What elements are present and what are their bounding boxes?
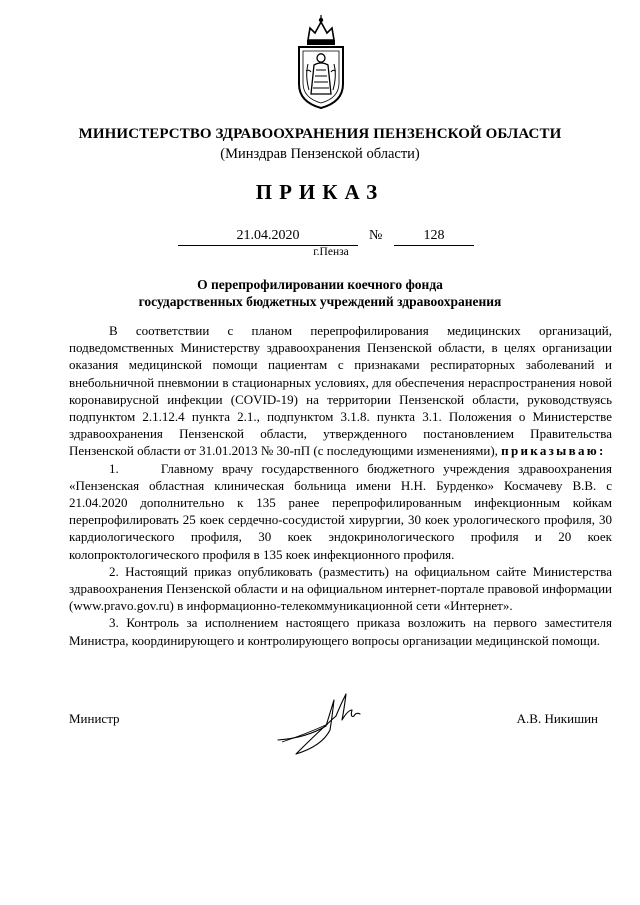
document-title: ПРИКАЗ	[255, 180, 385, 204]
order-item-2: 2. Настоящий приказ опубликовать (разместить) на официальном сайте Министерства здравоохранения Пензенской области и на официальном интернет-портале правовой информации (www.pravo.gov.ru) в информационно-телекоммуникационной сети «Интернет».	[69, 563, 613, 614]
ministry-name: МИНИСТЕРСТВО ЗДРАВООХРАНЕНИЯ ПЕНЗЕНСКОЙ ОБЛАСТИ	[78, 126, 562, 142]
coat-of-arms-emblem	[294, 14, 348, 110]
order-item-1: 1. Главному врачу государственного бюджетного учреждения здравоохранения «Пензенская областная клиническая больница имени Н.Н. Бурденко» Космачеву В.В. с 21.04.2020 дополнительно к 135 ранее перепрофилированным инфекционным койкам перепрофилировать 25 коек сердечно-сосудистой хирургии, 30 коек урологического профиля, 30 кардиологического профиля, 30 коек эндокринологического профиля и 20 коек колопроктологического профиля в 135 коек инфекционного профиля.	[69, 460, 612, 562]
signatory-name: А.В. Никишин	[516, 711, 598, 726]
order-body	[69, 322, 612, 649]
order-city: г.Пенза	[313, 246, 349, 258]
ministry-short-name: (Минздрав Пензенской области)	[220, 146, 420, 162]
order-date: 21.04.2020	[178, 228, 358, 246]
order-number-sign: №	[369, 228, 383, 243]
subject-line-1: О перепрофилировании коечного фонда	[197, 277, 443, 292]
preamble-text: В соответствии с планом перепрофилирования медицинских организаций, подведомственных Министерству здравоохранения Пензенской области, в целях организации оказания медицинской помощи пациентам с признаками респираторных заболеваний и внебольничной пневмонии в стационарных условиях, для обеспечения нераспространения новой коронавирусной инфекции (COVID-19) на территории Пензенской области, руководствуясь подпунктом 2.1.12.4 пункта 2.1., подпунктом 3.1.8. пункта 3.1. Положения о Министерстве здравоохранения Пензенской области, утвержденного постановлением Правительства Пензенской области от 31.01.2013 № 30-пП (с последующими изменениями),	[69, 323, 612, 459]
prikazyvayu-word: приказываю:	[501, 443, 606, 459]
subject-line-2: государственных бюджетных учреждений здравоохранения	[138, 294, 502, 309]
handwritten-signature	[276, 680, 364, 760]
order-number: 128	[394, 228, 474, 246]
order-item-3: 3. Контроль за исполнением настоящего приказа возложить на первого заместителя Министра, координирующего и контролирующего вопросы организации медицинской помощи.	[69, 615, 612, 648]
order-subject	[0, 276, 640, 310]
signatory-position: Министр	[69, 711, 120, 726]
preamble-paragraph	[69, 322, 612, 460]
